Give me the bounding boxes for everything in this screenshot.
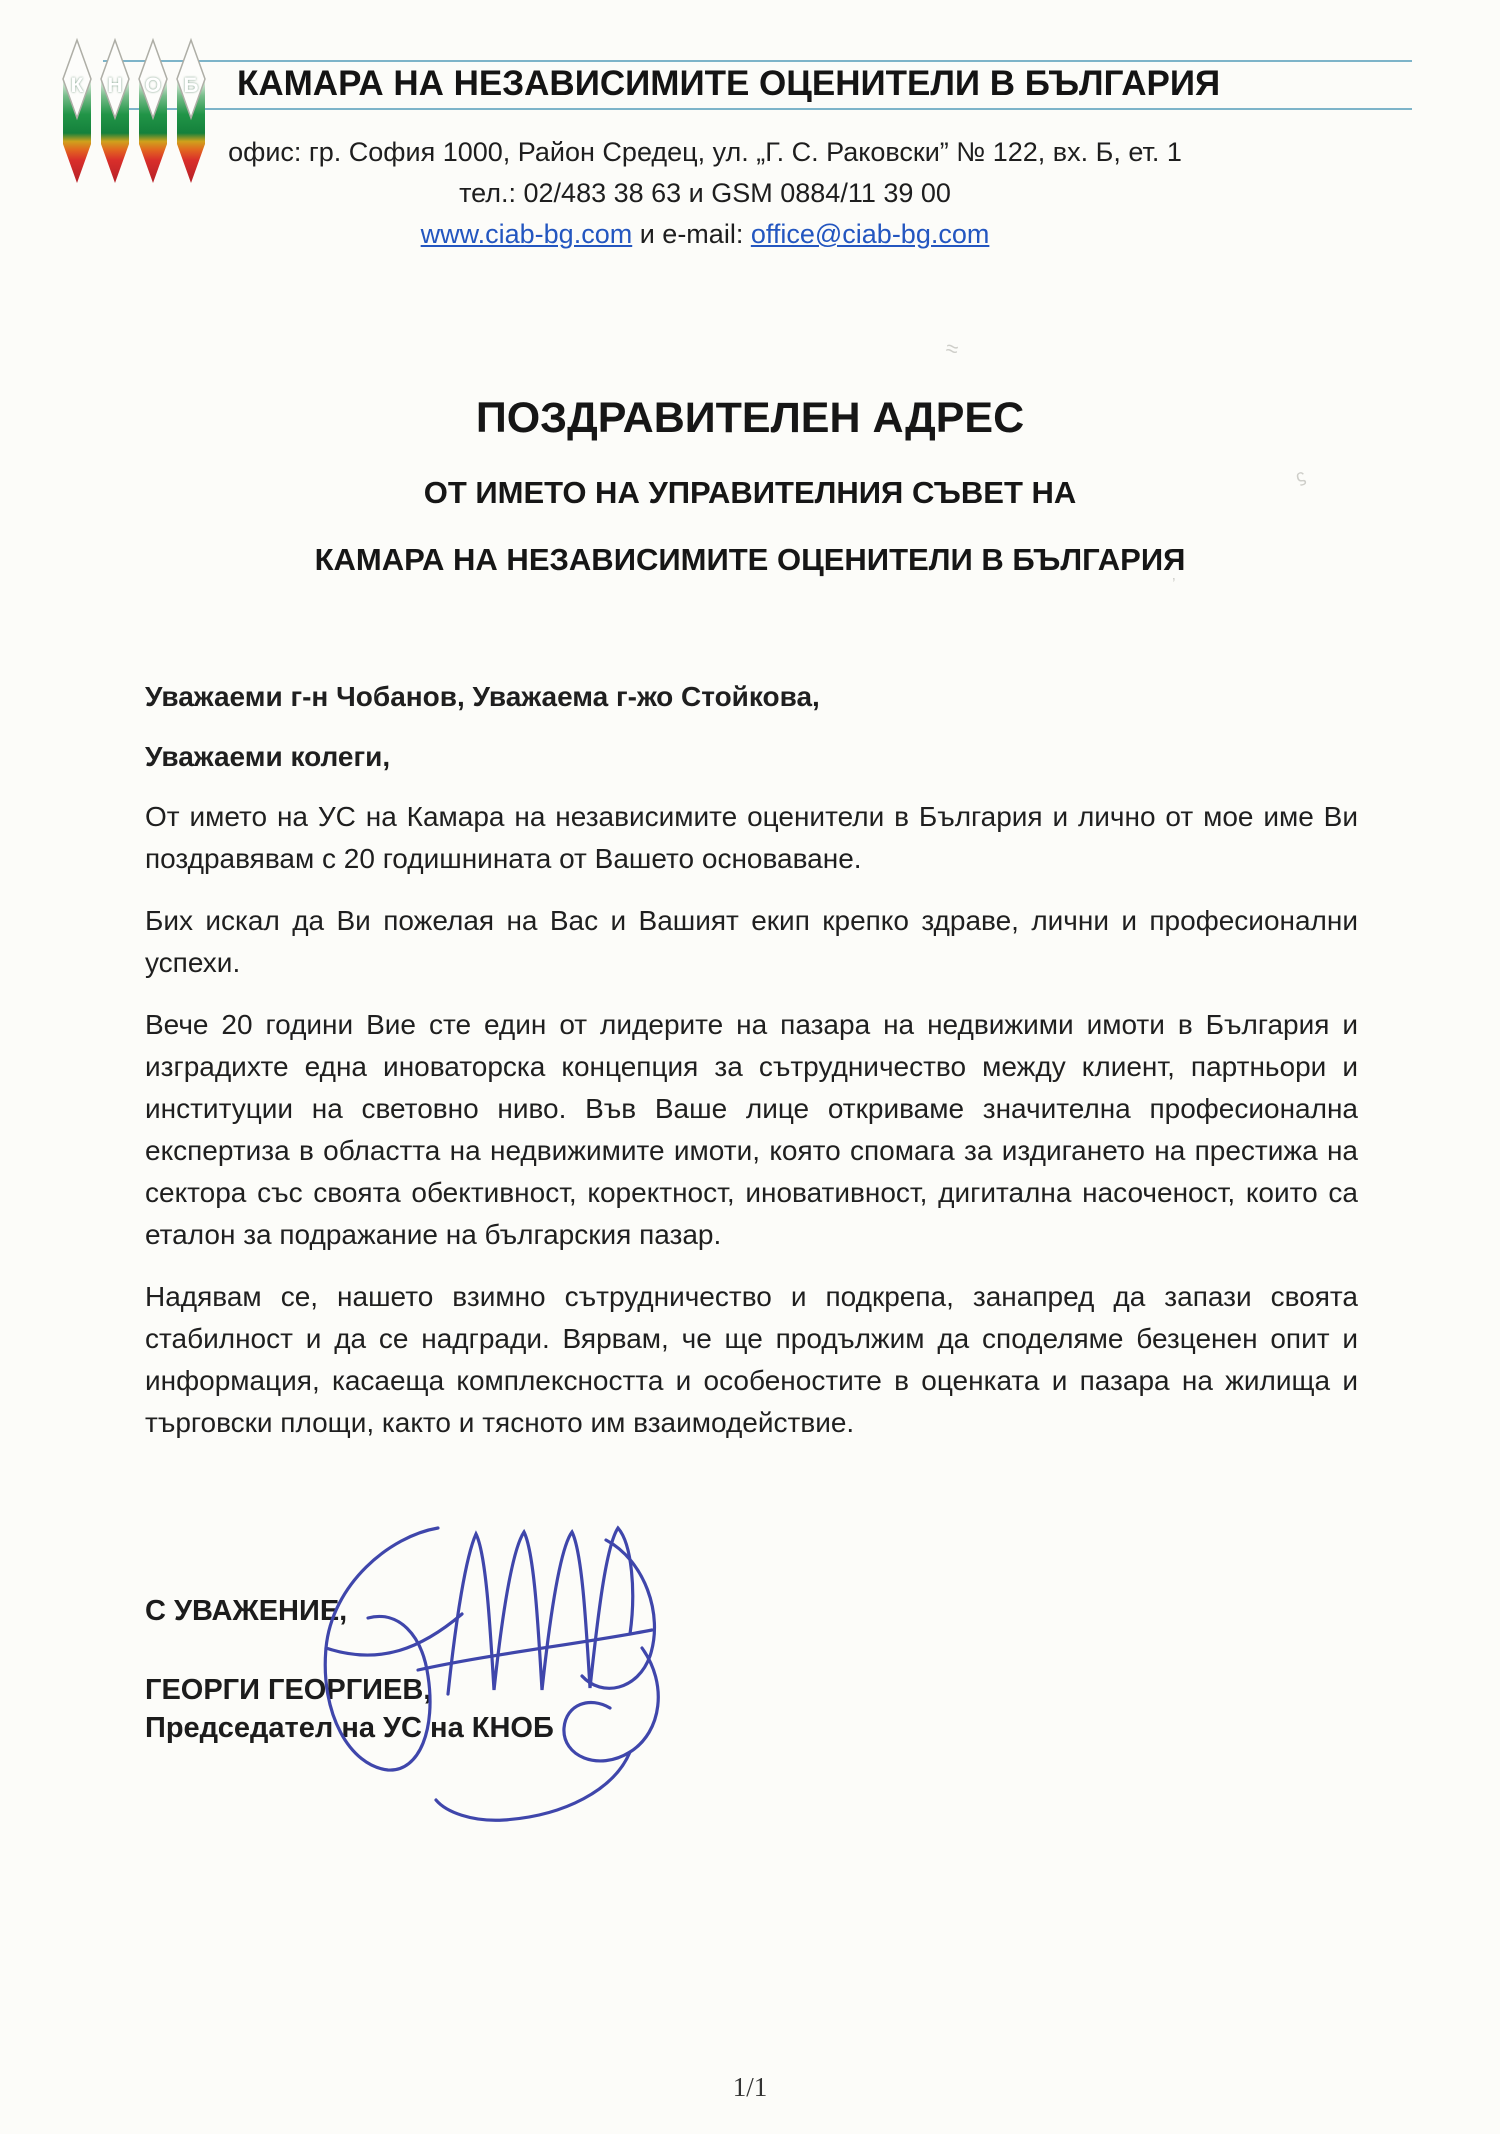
signer-title: Председател на УС на КНОБ xyxy=(145,1712,554,1744)
scan-artifact: ’ xyxy=(1172,576,1176,593)
document-title: ПОЗДРАВИТЕЛЕН АДРЕС xyxy=(475,394,1025,442)
document-subtitle-2: КАМАРА НА НЕЗАВИСИМИТЕ ОЦЕНИТЕЛИ В БЪЛГАРИЯ xyxy=(314,542,1186,577)
scan-artifact: ϛ xyxy=(1292,465,1308,487)
document-subtitle-1: ОТ ИМЕТО НА УПРАВИТЕЛНИЯ СЪВЕТ НА xyxy=(423,475,1077,510)
paragraph-1: От името на УС на Камара на независимите оценители в България и лично от мое име Ви поздравявам с 20 годишнината от Вашето основаване. xyxy=(145,801,1358,874)
closing-line: С УВАЖЕНИЕ, xyxy=(145,1595,348,1627)
logo-letter-b: Б xyxy=(183,74,199,97)
handwritten-signature xyxy=(280,1498,680,1833)
logo-letter-k: К xyxy=(70,74,84,97)
logo-ribbon-1 xyxy=(63,40,91,183)
scan-artifact: ≈ xyxy=(943,335,961,362)
website-link[interactable]: www.ciab-bg.com xyxy=(420,219,633,249)
paragraph-2: Бих искал да Ви пожелая на Вас и Вашият екип крепко здраве, лични и професионални успехи. xyxy=(145,905,1358,978)
link-separator: и e-mail: xyxy=(632,219,751,249)
paragraph-4: Надявам се, нашето взимно сътрудничество и подкрепа, занапред да запази своята стабилност и да се надгради. Вярвам, че ще продължим да споделяме безценен опит и информация, касаеща комплексността и особеностите в оценката и пазара на жилища и търговски площи, както и тясното им взаимодействие. xyxy=(145,1281,1358,1438)
email-link[interactable]: office@ciab-bg.com xyxy=(750,219,990,249)
address-line: офис: гр. София 1000, Район Средец, ул. „Г. С. Раковски” № 122, вх. Б, ет. 1 xyxy=(228,137,1182,167)
salutation-1: Уважаеми г-н Чобанов, Уважаема г-жо Стойкова, xyxy=(145,681,820,712)
org-name: КАМАРА НА НЕЗАВИСИМИТЕ ОЦЕНИТЕЛИ В БЪЛГАРИЯ xyxy=(237,64,1221,103)
header-rule-bottom xyxy=(103,108,1412,110)
header-contact-block xyxy=(100,132,1310,255)
paragraph-3: Вече 20 години Вие сте един от лидерите на пазара на недвижими имоти в България и изградихте една иноваторска концепция за сътрудничество между клиент, партньори и институции на световно ниво. Във Ваше лице откриваме значителна професионална експертиза в областта на недвижимите имоти, която спомага за издигането на престижа на сектора със своята обективност, коректност, иновативност, дигитална насоченост, които са еталон за подражание на българския пазар. xyxy=(145,1009,1358,1250)
letter-body xyxy=(145,676,1358,1464)
logo-letter-n: Н xyxy=(107,74,123,97)
phone-line: тел.: 02/483 38 63 и GSM 0884/11 39 00 xyxy=(459,178,951,208)
salutation-2: Уважаеми колеги, xyxy=(145,741,391,772)
header-rule-top xyxy=(103,60,1412,62)
signer-name: ГЕОРГИ ГЕОРГИЕВ, xyxy=(145,1674,432,1706)
web-email-line xyxy=(100,214,1310,255)
page-number: 1/1 xyxy=(732,2072,768,2102)
logo-letter-o: О xyxy=(144,74,162,97)
